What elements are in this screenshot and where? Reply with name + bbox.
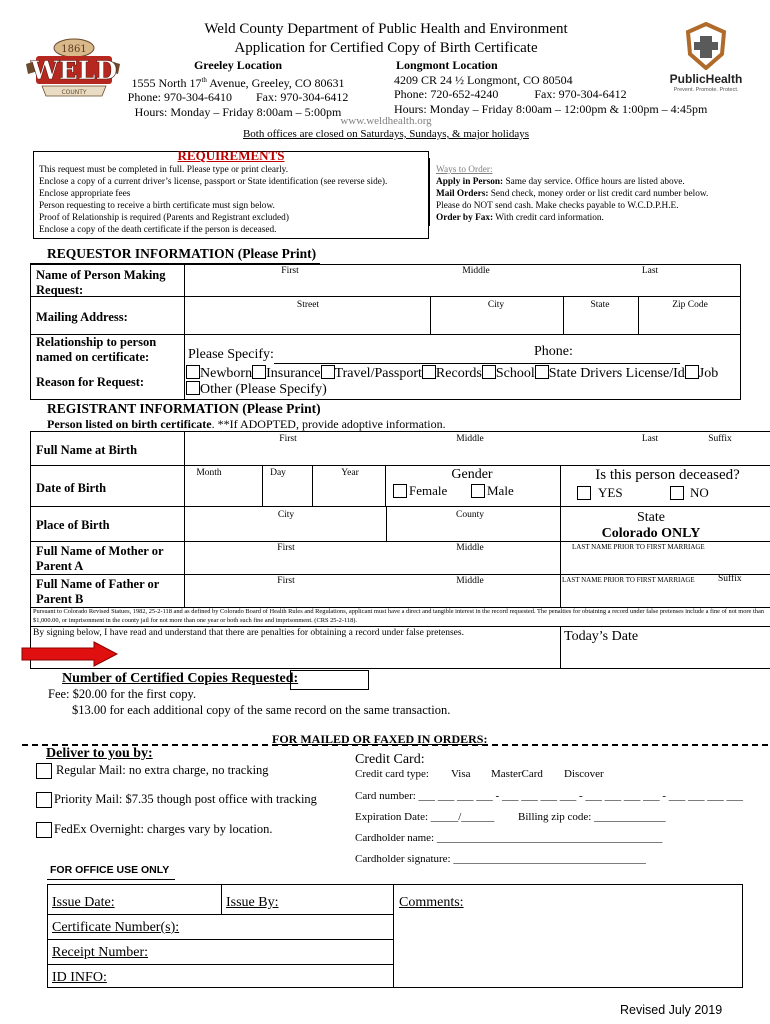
copies-input[interactable] xyxy=(290,670,369,690)
father-last-prior-label: LAST NAME PRIOR TO FIRST MARRIAGE xyxy=(562,576,695,584)
reg-first-label: First xyxy=(279,434,297,444)
dob-label: Date of Birth xyxy=(36,481,107,495)
sign-here-arrow-icon xyxy=(20,641,120,667)
father-name-input[interactable] xyxy=(186,588,770,605)
reg-last-label: Last xyxy=(641,434,659,444)
relationship-label: Relationship to person named on certificate: xyxy=(36,335,157,364)
requirement-item: Proof of Relationship is required (Parents and Registrant excluded) xyxy=(39,213,289,223)
office-use-table xyxy=(47,884,743,988)
female-checkbox[interactable] xyxy=(393,484,407,498)
requester-middle-label: Middle xyxy=(462,266,490,276)
cardholder-signature-field[interactable]: Cardholder signature: ___________________________________ xyxy=(355,853,646,865)
reg-suffix-label: Suffix xyxy=(708,434,732,444)
form-title-line1: Weld County Department of Public Health and Environment xyxy=(204,21,568,37)
requestor-heading: REQUESTOR INFORMATION (Please Print) xyxy=(47,246,317,261)
pob-label: Place of Birth xyxy=(36,518,110,532)
male-checkbox[interactable] xyxy=(471,484,485,498)
weld-logo-year: 1861 xyxy=(61,44,87,55)
pob-city-input[interactable] xyxy=(186,522,384,539)
billing-zip-field[interactable]: Billing zip code: _____________ xyxy=(518,811,666,823)
longmont-location xyxy=(394,58,714,116)
greeley-phone-fax: Phone: 970-304-6410 Fax: 970-304-6412 xyxy=(127,90,349,104)
sign-text: By signing below, I have read and understand that there are penalties for obtaining a record under false pretenses. xyxy=(33,628,464,638)
pob-county-label: County xyxy=(456,510,484,520)
female-label: Female xyxy=(409,483,448,498)
mother-name-input[interactable] xyxy=(186,555,770,572)
todays-date-label: Today’s Date xyxy=(564,629,639,644)
father-label: Full Name of Father or Parent B xyxy=(36,577,160,606)
requirement-item: Enclose a copy of the death certificate if the person is deceased. xyxy=(39,225,277,235)
gender-label: Gender xyxy=(451,467,493,482)
public-health-name: PublicHealth xyxy=(669,72,743,86)
father-middle-label: Middle xyxy=(456,576,484,586)
expiration-field[interactable]: Expiration Date: _____/______ xyxy=(355,811,495,823)
other-option: Other (Please Specify) xyxy=(186,381,327,398)
requirement-item: Person requesting to receive a birth certificate must sign below. xyxy=(39,201,275,211)
requirements-title: REQUIREMENTS xyxy=(177,148,285,163)
mother-last-prior-label: LAST NAME PRIOR TO FIRST MARRIAGE xyxy=(572,543,705,551)
receipt-number-label: Receipt Number: xyxy=(52,945,149,960)
deceased-no-checkbox[interactable] xyxy=(670,486,684,500)
mother-label: Full Name of Mother or Parent A xyxy=(36,544,164,573)
pob-county-input[interactable] xyxy=(388,522,558,539)
drivers-license-checkbox[interactable] xyxy=(535,365,549,379)
requirement-item: Enclose a copy of a current driver’s license, passport or State identification (see reverse side). xyxy=(39,177,388,187)
school-checkbox[interactable] xyxy=(482,365,496,379)
father-first-label: First xyxy=(277,576,295,586)
insurance-checkbox[interactable] xyxy=(252,365,266,379)
requirements-list xyxy=(39,164,429,236)
weld-logo-county: COUNTY xyxy=(61,89,87,96)
ways-title: Ways to Order: xyxy=(436,165,493,175)
cardholder-name-field[interactable]: Cardholder name: _________________________________________ xyxy=(355,832,663,844)
cert-numbers-label: Certificate Number(s): xyxy=(52,920,180,935)
year-input[interactable] xyxy=(314,480,383,504)
zip-label: Zip Code xyxy=(672,300,708,310)
fedex-label: FedEx Overnight: charges vary by location. xyxy=(54,822,273,836)
requester-first-label: First xyxy=(281,266,299,276)
issue-by-label: Issue By: xyxy=(226,895,279,910)
street-label: Street xyxy=(296,300,320,310)
pob-city-label: City xyxy=(277,510,295,520)
fedex-checkbox[interactable] xyxy=(36,822,52,838)
city-input[interactable] xyxy=(432,312,561,332)
statute-text: Pursuant to Colorado Revised Statues, 1982, 25-2-118 and as defined by Colorado Board of Health Rules and Regulations, applicant must have a direct and tangible interest in the record requested. The penalties for obtaining a record under false pretenses include a fine of not more than $1,000.00, or imprisonment in the county jail for not more than one year or both such fine and imprisonment. (CRS 25-2-118). xyxy=(33,608,764,624)
month-label: Month xyxy=(196,468,222,478)
requirement-item: Enclose appropriate fees xyxy=(39,189,131,199)
zip-input[interactable] xyxy=(640,312,739,332)
regular-mail-checkbox[interactable] xyxy=(36,763,52,779)
signature-field[interactable] xyxy=(122,642,558,667)
reg-middle-label: Middle xyxy=(456,434,484,444)
comments-label: Comments: xyxy=(399,895,464,910)
requester-name-input[interactable] xyxy=(186,278,739,295)
male-label: Male xyxy=(487,483,514,498)
city-label: City xyxy=(487,300,505,310)
deliver-title: Deliver to you by: xyxy=(46,746,153,761)
priority-mail-label: Priority Mail: $7.35 though post office with tracking xyxy=(54,792,317,806)
ways-to-order: Ways to Order: Apply in Person: Same day service. Office hours are listed above. Mail Orders: Send check, money order or list credit card number below. Please do NOT send cash. Make checks payable to W.C.D.P.H.E. Order by Fax: With credit card information. xyxy=(436,164,746,224)
fee-first: Fee: $20.00 for the first copy. xyxy=(48,687,197,701)
closed-note: Both offices are closed on Saturdays, Sundays, & major holidays xyxy=(242,128,530,140)
no-label: NO xyxy=(690,485,709,500)
year-label: Year xyxy=(341,468,359,478)
greeley-title: Greeley Location xyxy=(193,58,283,72)
full-name-birth-label: Full Name at Birth xyxy=(36,443,138,457)
todays-date-input[interactable] xyxy=(562,646,770,667)
mailing-address-label: Mailing Address: xyxy=(36,310,128,324)
regular-mail-label: Regular Mail: no extra charge, no tracking xyxy=(56,763,269,777)
day-input[interactable] xyxy=(264,480,310,504)
cc-discover[interactable]: Discover xyxy=(564,768,604,780)
weld-logo-text: WELD xyxy=(30,56,118,85)
longmont-phone-fax: Phone: 720-652-4240 Fax: 970-304-6412 xyxy=(394,87,627,101)
phone-label: Phone: xyxy=(534,344,573,359)
day-label: Day xyxy=(270,468,286,478)
registrant-name-input[interactable] xyxy=(186,447,770,464)
mother-first-label: First xyxy=(277,543,295,553)
deceased-question: Is this person deceased? xyxy=(595,467,740,483)
form-title-line2: Application for Certified Copy of Birth Certificate xyxy=(234,40,538,56)
greeley-location xyxy=(110,58,366,119)
greeley-address: 1555 North 17th Avenue, Greeley, CO 80631 xyxy=(131,75,345,90)
relationship-input[interactable] xyxy=(274,347,530,363)
colorado-only-label: Colorado ONLY xyxy=(601,526,701,541)
name-requester-label: Name of Person Making Request: xyxy=(36,268,166,297)
father-suffix-label: Suffix xyxy=(718,574,742,584)
longmont-address: 4209 CR 24 ½ Longmont, CO 80504 xyxy=(394,72,573,87)
deceased-yes-checkbox[interactable] xyxy=(577,486,591,500)
cc-mastercard[interactable]: MasterCard xyxy=(491,768,543,780)
please-specify-label: Please Specify: xyxy=(188,347,274,362)
card-number-field[interactable]: Card number: ___ ___ ___ ___ - ___ ___ ___ ___ - ___ ___ ___ ___ - ___ ___ ___ ___ xyxy=(355,790,744,802)
requester-last-label: Last xyxy=(641,266,659,276)
public-health-tagline: Prevent. Promote. Protect. xyxy=(673,87,739,93)
revised-date: Revised July 2019 xyxy=(620,1003,723,1017)
yes-label: YES xyxy=(598,485,623,500)
id-info-label: ID INFO: xyxy=(52,970,107,985)
records-checkbox[interactable] xyxy=(422,365,436,379)
registrant-heading: REGISTRANT INFORMATION (Please Print) xyxy=(47,401,321,416)
priority-mail-checkbox[interactable] xyxy=(36,792,52,808)
cc-visa[interactable]: Visa xyxy=(451,768,471,780)
mailed-title: FOR MAILED OR FAXED IN ORDERS: xyxy=(272,732,488,746)
phone-input[interactable] xyxy=(578,345,680,362)
reason-options: Newborn Insurance Travel/Passport Records School State Drivers License/Id Job xyxy=(186,365,742,383)
mother-middle-label: Middle xyxy=(456,543,484,553)
other-checkbox[interactable] xyxy=(186,381,200,395)
cc-type-label: Credit card type: xyxy=(355,768,429,780)
requirement-item: This request must be completed in full. Please type or print clearly. xyxy=(39,165,289,175)
reason-label: Reason for Request: xyxy=(36,375,145,389)
issue-date-label: Issue Date: xyxy=(52,895,115,910)
state-input[interactable] xyxy=(565,312,636,332)
office-use-title: FOR OFFICE USE ONLY xyxy=(50,864,170,876)
copies-label: Number of Certified Copies Requested: xyxy=(62,671,299,686)
fee-additional: $13.00 for each additional copy of the same record on the same transaction. xyxy=(72,703,451,717)
month-input[interactable] xyxy=(186,480,260,504)
longmont-title: Longmont Location xyxy=(396,58,498,72)
newborn-checkbox[interactable] xyxy=(186,365,200,379)
cc-title: Credit Card: xyxy=(355,752,425,767)
registrant-subheading: Person listed on birth certificate. **If ADOPTED, provide adoptive information. xyxy=(47,417,446,431)
travel-passport-checkbox[interactable] xyxy=(321,365,335,379)
website-link[interactable]: www.weldhealth.org xyxy=(340,115,432,127)
job-checkbox[interactable] xyxy=(685,365,699,379)
weld-county-logo xyxy=(22,34,124,100)
longmont-hours: Hours: Monday – Friday 8:00am – 12:00pm & 1:00pm – 4:45pm xyxy=(394,101,708,116)
greeley-hours: Hours: Monday – Friday 8:00am – 5:00pm xyxy=(134,104,342,119)
pob-state: State Colorado ONLY xyxy=(561,510,741,542)
street-input[interactable] xyxy=(186,312,428,332)
state-label: State xyxy=(590,300,610,310)
